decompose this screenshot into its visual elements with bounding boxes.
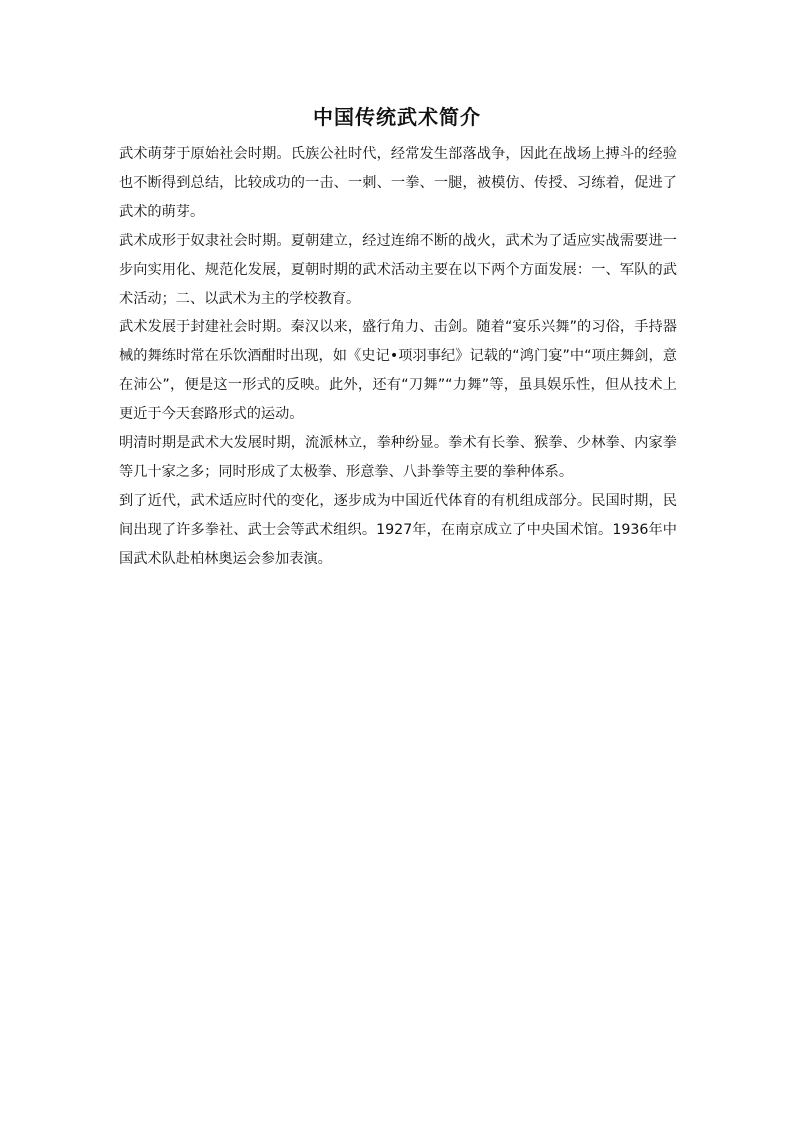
paragraph-ming-qing: 明清时期是武术大发展时期，流派林立，拳种纷显。拳术有长拳、猴拳、少林拳、内家拳等几十家之多；同时形成了太极拳、形意拳、八卦拳等主要的拳种体系。 [119,435,677,480]
paragraph-feudal-society: 武术发展于封建社会时期。秦汉以来，盛行角力、击剑。随着“宴乐兴舞”的习俗，手持器械的舞练时常在乐饮酒酣时出现，如《史记•项羽事纪》记载的“鸿门宴”中“项庄舞剑，意在沛公”，便是这一形式的反映。此外，还有“刀舞”“力舞”等，虽具娱乐性，但从技术上更近于今天套路形式的运动。 [119,319,677,423]
paragraph-slave-society: 武术成形于奴隶社会时期。夏朝建立，经过连绵不断的战火，武术为了适应实战需要进一步向实用化、规范化发展，夏朝时期的武术活动主要在以下两个方面发展：一、军队的武术活动；二、以武术为主的学校教育。 [119,232,677,307]
document-title: 中国传统武术简介 [313,105,481,129]
document-body [119,140,677,574]
paragraph-modern-era: 到了近代，武术适应时代的变化，逐步成为中国近代体育的有机组成部分。民国时期，民间出现了许多拳社、武士会等武术组织。1927年，在南京成立了中央国术馆。1936年中国武术队赴柏林奥运会参加表演。 [119,492,677,567]
paragraph-origin: 武术萌芽于原始社会时期。氏族公社时代，经常发生部落战争，因此在战场上搏斗的经验也不断得到总结，比较成功的一击、一刺、一拳、一腿，被模仿、传授、习练着，促进了武术的萌芽。 [119,146,677,220]
